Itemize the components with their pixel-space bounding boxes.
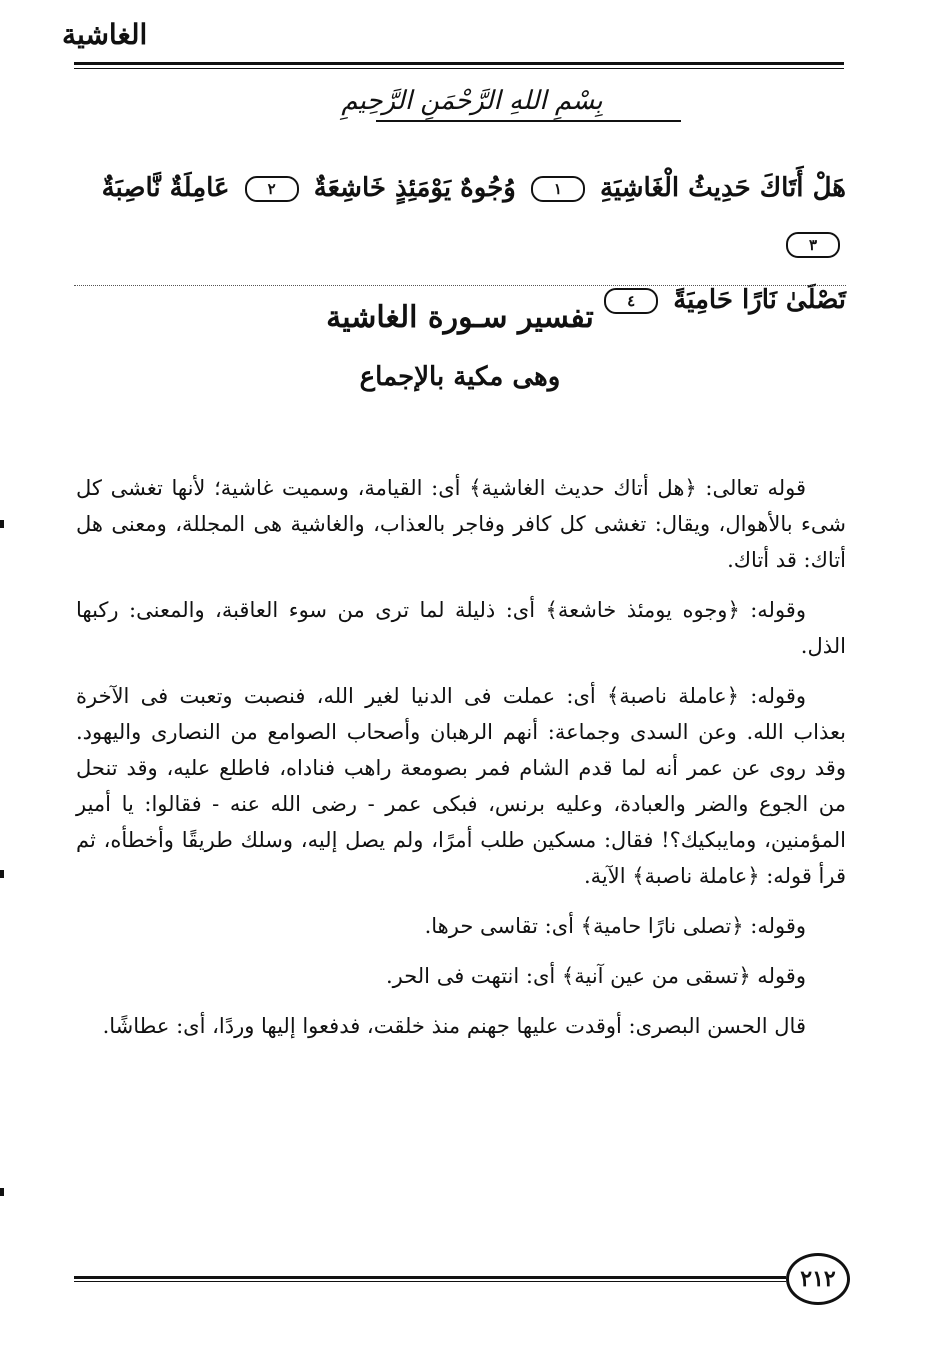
verse-text: عَامِلَةٌ نَّاصِبَةٌ bbox=[101, 173, 230, 203]
verse-text: تَصْلَىٰ نَارًا حَامِيَةً bbox=[673, 285, 846, 315]
paragraph: قال الحسن البصرى: أوقدت عليها جهنم منذ خلقت، فدفعوا إليها وردًا، أى: عطاشًا. bbox=[102, 1014, 806, 1038]
ayah-number-marker: ١ bbox=[531, 176, 585, 202]
paragraph: وقوله: ﴿وجوه يومئذ خاشعة﴾ أى: ذليلة لما ترى من سوء العاقبة، والمعنى: ركبها الذل. bbox=[76, 598, 846, 658]
ayah-number-marker: ٤ bbox=[604, 288, 658, 314]
scan-margin-mark bbox=[0, 520, 4, 528]
ayah-number-marker: ٣ bbox=[786, 232, 840, 258]
scan-margin-mark bbox=[0, 1188, 4, 1196]
commentary-body bbox=[76, 470, 846, 1058]
verse-text: هَلْ أَتَاكَ حَدِيثُ الْغَاشِيَةِ bbox=[599, 173, 846, 203]
paragraph: وقوله: ﴿تصلى نارًا حامية﴾ أى: تقاسى حرها. bbox=[424, 914, 806, 938]
footer-rule bbox=[74, 1276, 786, 1282]
surah-title: تفسير سـورة الغاشية bbox=[326, 300, 594, 335]
surah-subtitle: وهى مكية بالإجماع bbox=[359, 362, 561, 392]
verses-divider bbox=[74, 285, 846, 286]
paragraph: قوله تعالى: ﴿هل أتاك حديث الغاشية﴾ أى: القيامة، وسميت غاشية؛ لأنها تغشى كل شىء بالأهوال، ويقال: تغشى كل كافر وفاجر بالعذاب، والغاشية هى المجللة، ومعنى هل أتاك: قد أتاك. bbox=[76, 476, 846, 572]
basmala bbox=[236, 82, 708, 138]
verse-text: وُجُوهٌ يَوْمَئِذٍ خَاشِعَةٌ bbox=[313, 173, 516, 203]
paragraph: وقوله ﴿تسقى من عين آنية﴾ أى: انتهت فى الحر. bbox=[385, 964, 806, 988]
running-title: الغاشية bbox=[62, 18, 148, 51]
scan-margin-mark bbox=[0, 870, 4, 878]
ayah-number-marker: ٢ bbox=[245, 176, 299, 202]
header-rule bbox=[74, 62, 844, 69]
basmala-text: بِسْمِ اللهِ الرَّحْمَنِ الرَّحِيمِ bbox=[341, 86, 603, 116]
basmala-flourish bbox=[376, 120, 681, 122]
page-number: ٢١٢ bbox=[786, 1253, 850, 1305]
verse-line-1 bbox=[74, 160, 846, 272]
paragraph: وقوله: ﴿عاملة ناصبة﴾ أى: عملت فى الدنيا لغير الله، فنصبت وتعبت فى الآخرة بعذاب الله. وعن السدى وجماعة: أنهم الرهبان وأصحاب الصوامع من النصارى واليهود. وقد روى عن عمر أنه لما قدم الشام فمر بصومعة راهب فناداه، فاطلع عليه، وقد تنحل من الجوع والضر والعبادة، وعليه برنس، فبكى عمر - رضى الله عنه - فقالوا: يا أمير المؤمنين، ومايبكيك؟! فقال: مسكين طلب أمرًا، ولم يصل إليه، وسلك طريقًا وأخطأه، ثم قرأ قوله: ﴿عاملة ناصبة﴾ الآية. bbox=[76, 684, 846, 888]
